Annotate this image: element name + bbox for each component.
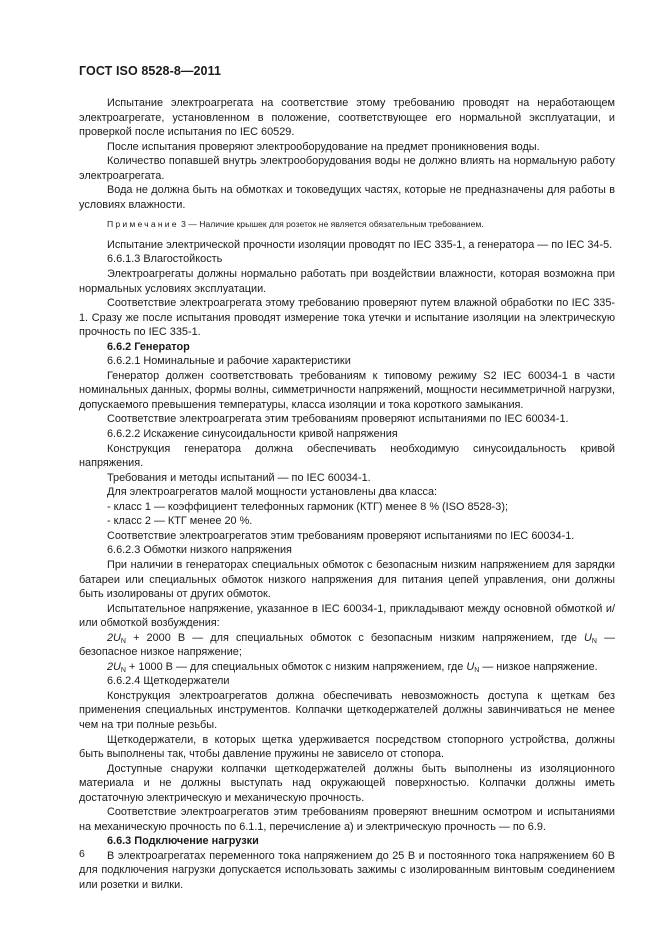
section-heading: 6.6.2.4 Щеткодержатели bbox=[107, 675, 230, 688]
formula-line bbox=[79, 660, 615, 675]
document-header: ГОСТ ISO 8528-8—2011 bbox=[79, 64, 222, 78]
paragraph: В электроагрегатах переменного тока напряжением до 25 В и постоянного тока напряжением 60 В для подключения нагрузки допускается использовать зажимы с изолированным винтовым соединением или розетки и вилки. bbox=[79, 849, 615, 891]
note-text: 3 — Наличие крышек для розеток не является обязательным требованием. bbox=[178, 219, 484, 230]
page-number: 6 bbox=[79, 848, 85, 860]
paragraph: Конструкция генератора должна обеспечивать необходимую синусоидальность кривой напряжения. bbox=[79, 442, 615, 470]
formula-text: + 1000 В — для специальных обмоток с низким напряжением, где bbox=[125, 660, 467, 673]
list-item: - класс 2 — КТГ менее 20 %. bbox=[107, 515, 253, 528]
formula-sub: N bbox=[120, 637, 126, 645]
paragraph: Электроагрегаты должны нормально работать при воздействии влажности, которая возможна при нормальных условиях эксплуатации. bbox=[79, 268, 615, 295]
paragraph: При наличии в генераторах специальных обмоток с безопасным низким напряжением для зарядки батареи или специальных обмоток низкого напряжения для питания цепей управления, они должны быть изолированы от других обмоток. bbox=[79, 558, 615, 601]
paragraph: Испытательное напряжение, указанное в IEC 60034-1, прикладывают между основной обмоткой и/или обмоткой возбуждения: bbox=[79, 602, 615, 630]
section-heading-load: 6.6.3 Подключение нагрузки bbox=[107, 835, 259, 848]
note bbox=[79, 217, 615, 232]
formula-text: — низкое напряжение. bbox=[479, 660, 598, 673]
paragraph: После испытания проверяют электрооборудование на предмет проникновения воды. bbox=[107, 140, 540, 153]
paragraph: Количество попавшей внутрь электрооборудования воды не должно влиять на нормальную работу электроагрегата. bbox=[79, 155, 615, 182]
section-heading: 6.6.1.3 Влагостойкость bbox=[107, 253, 223, 266]
formula-text: — безопасное низкое напряжение; bbox=[79, 631, 615, 659]
paragraph: Генератор должен соответствовать требованиям к типовому режиму S2 IEC 60034-1 в части номинальных данных, формы волны, симметричности напряжений, мощности несимметричной нагрузки, допускаемого превышения температуры, класса изоляции и тока короткого замыкания. bbox=[79, 369, 615, 411]
paragraph: Щеткодержатели, в которых щетка удерживается посредством стопорного устройства, должны быть выполнены так, чтобы давление пружины не зависело от стопора. bbox=[79, 733, 615, 761]
formula-sub: N bbox=[591, 637, 597, 645]
section-heading-generator: 6.6.2 Генератор bbox=[107, 340, 190, 353]
paragraph: Соответствие электроагрегатов этим требованиям проверяют испытаниями по IEC 60034-1. bbox=[107, 529, 575, 542]
formula-var: 2U bbox=[107, 660, 121, 673]
paragraph: Соответствие электроагрегата этому требованию проверяют путем влажной обработки по IEC 335-1. Сразу же после испытания проводят измерение тока утечки и испытание изоляции на электрическую прочность по IEC 335-1. bbox=[79, 297, 615, 339]
paragraph: Испытание электрической прочности изоляции проводят по IEC 335-1, а генератора — по IEC 34-5. bbox=[107, 238, 613, 251]
section-heading: 6.6.2.1 Номинальные и рабочие характеристики bbox=[107, 355, 351, 368]
paragraph: Соответствие электроагрегата этим требованиям проверяют испытаниями по IEC 60034-1. bbox=[107, 413, 569, 426]
formula-var: 2U bbox=[107, 631, 121, 644]
paragraph: Испытание электроагрегата на соответствие этому требованию проводят на неработающем электроагрегате, установленном в положение, соответствующее его нормальной эксплуатации, и проверкой после испытания по IEC 60529. bbox=[79, 97, 615, 139]
paragraph: Требования и методы испытаний — по IEC 60034-1. bbox=[107, 471, 371, 484]
formula-sub: N bbox=[120, 666, 126, 674]
paragraph: Вода не должна быть на обмотках и токоведущих частях, которые не предназначены для работы в условиях влажности. bbox=[79, 184, 615, 211]
list-item: - класс 1 — коэффициент телефонных гармоник (КТГ) менее 8 % (ISO 8528-3); bbox=[107, 500, 509, 513]
paragraph: Соответствие электроагрегатов этим требованиям проверяют внешним осмотром и испытаниями на механическую прочность по 6.1.1, перечисление а) и электрическую прочность — по 6.9. bbox=[79, 806, 615, 833]
formula-text: + 2000 В — для специальных обмоток с безопасным низким напряжением, где bbox=[125, 631, 585, 644]
paragraph: Доступные снаружи колпачки щеткодержателей должны быть выполнены из изоляционного материала и не должны выступать над окружающей поверхностью. Колпачки должны иметь достаточную электрическую и механическую прочность. bbox=[79, 762, 615, 804]
section-heading: 6.6.2.2 Искажение синусоидальности кривой напряжения bbox=[107, 428, 398, 441]
formula-sub: N bbox=[474, 666, 480, 674]
formula-var: U bbox=[466, 660, 475, 673]
formula-var: U bbox=[584, 631, 592, 644]
note-label: Примечание bbox=[107, 219, 179, 230]
document-body bbox=[79, 96, 615, 893]
paragraph: Конструкция электроагрегатов должна обеспечивать невозможность доступа к щеткам без применения специальных инструментов. Колпачки щеткодержателей должны завинчиваться не менее чем на три полные резьбы. bbox=[79, 689, 615, 731]
section-heading: 6.6.2.3 Обмотки низкого напряжения bbox=[107, 544, 292, 557]
formula-line bbox=[79, 631, 615, 660]
paragraph: Для электроагрегатов малой мощности установлены два класса: bbox=[107, 486, 438, 499]
